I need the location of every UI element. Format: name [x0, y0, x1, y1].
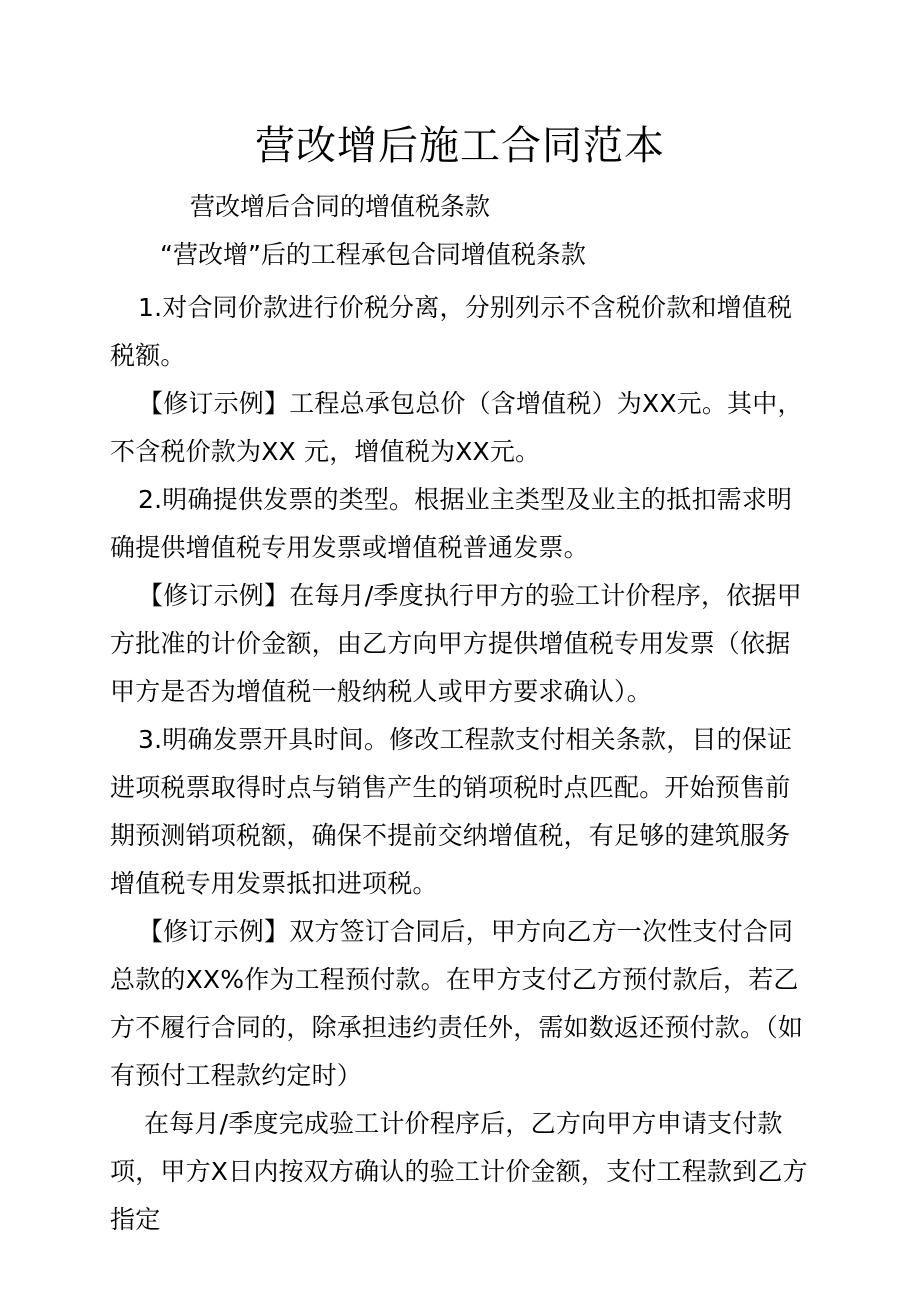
paragraph-example-1: 【修订示例】工程总承包总价（含增值税）为XX元。其中，不含税价款为XX 元，增值税为XX元。	[110, 389, 803, 466]
paragraph-1: 1.对合同价款进行价税分离，分别列示不含税价款和增值税税额。	[110, 293, 793, 370]
paragraph-payment: 在每月/季度完成验工计价程序后，乙方向甲方申请支付款项，甲方X日内按双方确认的验工计价金额，支付工程款到乙方指定	[110, 1109, 808, 1234]
document-title: 营改增后施工合同范本	[255, 123, 665, 169]
paragraph-example-3: 【修订示例】双方签订合同后，甲方向乙方一次性支付合同总款的XX%作为工程预付款。在甲方支付乙方预付款后，若乙方不履行合同的，除承担违约责任外，需如数返还预付款。（如有预付工程款约定时）	[110, 917, 804, 1090]
subtitle-engineering-clauses: “营改增”后的工程承包合同增值税条款	[160, 240, 586, 269]
subtitle-contract-clauses: 营改增后合同的增值税条款	[190, 192, 491, 221]
paragraph-2: 2.明确提供发票的类型。根据业主类型及业主的抵扣需求明确提供增值税专用发票或增值税普通发票。	[110, 485, 793, 562]
paragraph-example-2: 【修订示例】在每月/季度执行甲方的验工计价程序，依据甲方批准的计价金额，由乙方向甲方提供增值税专用发票（依据甲方是否为增值税一般纳税人或甲方要求确认）。	[110, 581, 802, 706]
paragraph-3: 3.明确发票开具时间。修改工程款支付相关条款，目的保证进项税票取得时点与销售产生的销项税时点匹配。开始预售前期预测销项税额，确保不提前交纳增值税，有足够的建筑服务增值税专用发票抵扣进项税。	[110, 725, 793, 898]
